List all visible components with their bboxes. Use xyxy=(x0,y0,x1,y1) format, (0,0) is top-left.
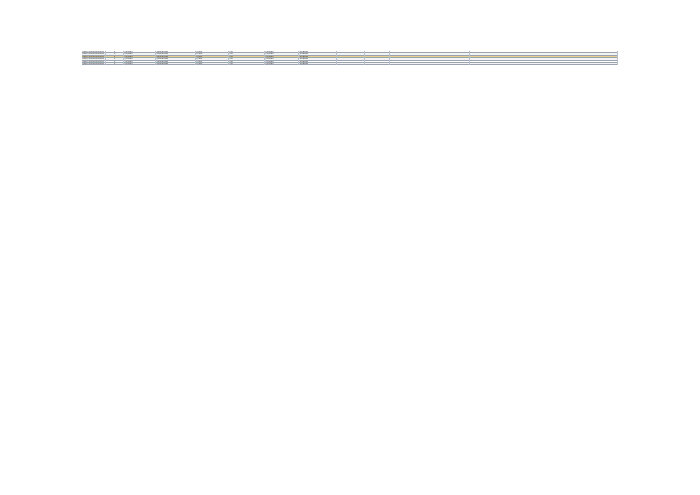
table-cell: Ort xyxy=(229,53,265,55)
table-cell: Gemeinde xyxy=(156,51,196,53)
table-cell: Kreis xyxy=(196,63,229,65)
table-cell: Kreis xyxy=(196,51,229,53)
table-cell: Ortsteil xyxy=(124,51,156,53)
table-cell: DE0700000000004 xyxy=(82,58,105,61)
table-cell: Strasse xyxy=(299,56,337,58)
table-cell: Ortsteil xyxy=(124,58,156,60)
table-cell: DE0700000000005 xyxy=(82,60,105,63)
table-cell: Gemeinde xyxy=(156,63,196,65)
table-cell xyxy=(470,63,618,65)
table-cell: Kreis xyxy=(196,53,229,55)
table-cell: Ort xyxy=(229,56,265,58)
table-cell: DE0700000000006 xyxy=(82,62,105,65)
spreadsheet-table xyxy=(82,51,618,444)
table-cell: Ortsteil xyxy=(124,63,156,65)
table-cell: Ort xyxy=(229,61,265,63)
table-cell: 1 xyxy=(106,56,124,58)
table-cell: Kreis xyxy=(196,58,229,60)
table-cell: Gemeinde xyxy=(156,56,196,58)
table-cell xyxy=(365,63,390,65)
table-cell: Ortsteil xyxy=(124,56,156,58)
table-cell: Gemeinde xyxy=(156,53,196,55)
table-cell xyxy=(337,63,365,65)
table-cell: Strasse xyxy=(299,51,337,53)
table-cell: Ortsteil xyxy=(265,53,299,55)
table-cell: Ortsteil xyxy=(124,53,156,55)
table-cell: Ortsteil xyxy=(265,56,299,58)
table-cell: Kreis xyxy=(196,56,229,58)
table-cell: Ort xyxy=(229,51,265,53)
table-cell: Strasse xyxy=(299,53,337,55)
table-cell: Ortsteil xyxy=(265,58,299,60)
table-cell: Gemeinde xyxy=(156,58,196,60)
table-cell: DE0700000000001 xyxy=(82,51,105,53)
table-cell: Ortsteil xyxy=(265,51,299,53)
table-cell: Strasse xyxy=(299,61,337,63)
table-cell: Ort xyxy=(229,63,265,65)
table-cell: Ortsteil xyxy=(265,63,299,65)
table-cell: 1 xyxy=(106,58,124,60)
table-cell: DE0700000000002 xyxy=(82,53,105,56)
table-cell: Ortsteil xyxy=(124,61,156,63)
table-cell: Ortsteil xyxy=(265,61,299,63)
table-cell: Strasse xyxy=(299,63,337,65)
table-cell: DE0700000000003 xyxy=(82,55,105,58)
table-cell: Kreis xyxy=(196,61,229,63)
table-cell: Ort xyxy=(229,58,265,60)
table-cell xyxy=(390,63,470,65)
table-cell: 1 xyxy=(106,61,124,63)
table-cell: 1 xyxy=(106,51,124,53)
table-cell: 1 xyxy=(106,53,124,55)
table-cell: 1 xyxy=(106,63,124,65)
table-cell: Strasse xyxy=(299,58,337,60)
table-cell: Gemeinde xyxy=(156,61,196,63)
